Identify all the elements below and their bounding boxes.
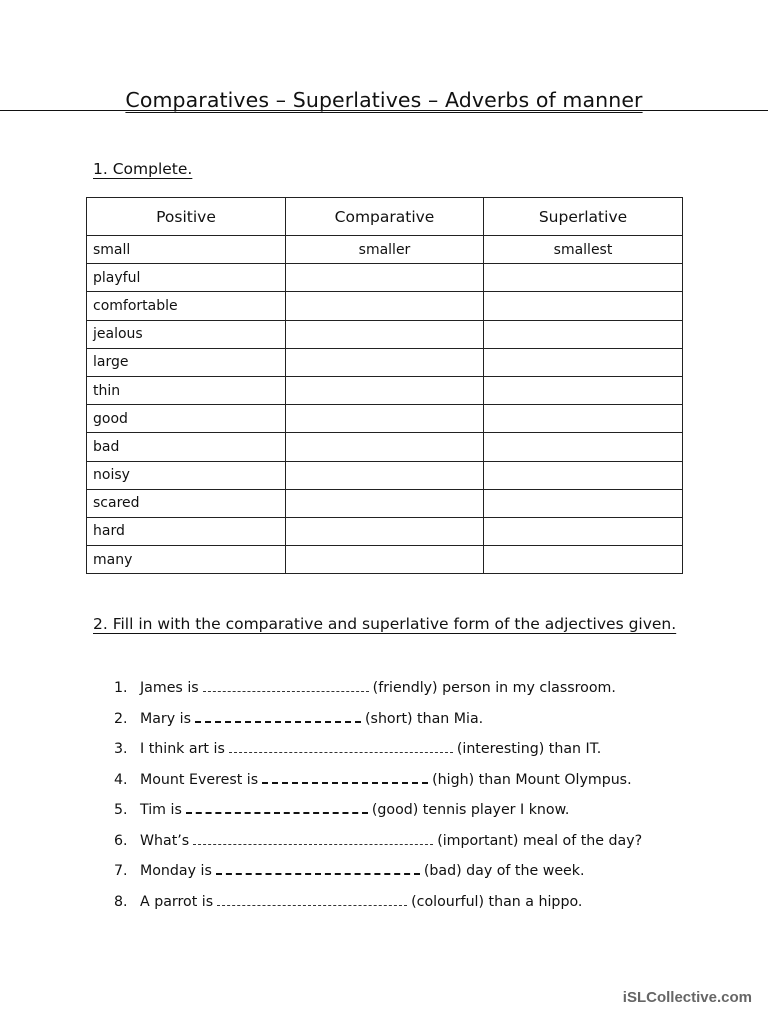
cell-superlative[interactable] <box>484 348 683 376</box>
exercise-item <box>114 830 642 861</box>
section1-heading: 1. Complete. <box>93 160 193 178</box>
cell-comparative[interactable] <box>286 433 484 461</box>
item-prompt: Mount Everest is <box>140 771 259 788</box>
cell-superlative[interactable] <box>484 320 683 348</box>
item-number: 1. <box>114 680 128 696</box>
cell-superlative[interactable] <box>484 546 683 574</box>
table-header-row <box>87 198 683 236</box>
cell-positive: hard <box>87 517 286 545</box>
item-number: 5. <box>114 802 128 818</box>
item-hint: (interesting) than IT. <box>456 741 602 757</box>
cell-comparative[interactable] <box>286 320 484 348</box>
table-row <box>87 546 683 574</box>
item-prompt: Mary is <box>140 710 192 727</box>
answer-blank[interactable] <box>216 872 420 875</box>
answer-blank[interactable] <box>186 811 368 814</box>
table-row <box>87 348 683 376</box>
table-row <box>87 292 683 320</box>
cell-comparative[interactable]: smaller <box>286 236 484 264</box>
item-hint: (high) than Mount Olympus. <box>432 771 632 788</box>
item-hint: (colourful) than a hippo. <box>411 893 583 910</box>
answer-blank[interactable] <box>217 904 407 906</box>
table-row <box>87 433 683 461</box>
section2-heading-text: 2. Fill in with the comparative and superlative form of the adjectives given. <box>93 615 677 633</box>
watermark: iSLCollective.com <box>622 989 752 1006</box>
item-prompt: Tim is <box>140 802 182 818</box>
cell-superlative[interactable] <box>484 292 683 320</box>
item-hint: (bad) day of the week. <box>423 863 585 879</box>
column-header-comparative: Comparative <box>286 198 484 236</box>
exercise-item <box>114 738 642 769</box>
exercise-item <box>114 769 642 800</box>
cell-positive: many <box>87 546 286 574</box>
table-row <box>87 236 683 264</box>
cell-comparative[interactable] <box>286 517 484 545</box>
cell-superlative[interactable] <box>484 517 683 545</box>
item-prompt: A parrot is <box>140 893 214 910</box>
forms-table <box>86 197 683 574</box>
cell-superlative[interactable] <box>484 461 683 489</box>
item-number: 2. <box>114 710 128 727</box>
item-hint: (short) than Mia. <box>365 710 484 727</box>
exercise-item <box>114 799 642 830</box>
cell-positive: noisy <box>87 461 286 489</box>
cell-comparative[interactable] <box>286 489 484 517</box>
cell-positive: thin <box>87 376 286 404</box>
cell-superlative[interactable]: smallest <box>484 236 683 264</box>
item-hint: (important) meal of the day? <box>437 832 643 849</box>
answer-blank[interactable] <box>193 843 433 845</box>
exercise-item <box>114 860 642 891</box>
item-prompt: Monday is <box>140 863 212 879</box>
answer-blank[interactable] <box>262 781 428 784</box>
cell-comparative[interactable] <box>286 461 484 489</box>
table-row <box>87 405 683 433</box>
cell-positive: comfortable <box>87 292 286 320</box>
item-hint: (good) tennis player I know. <box>371 802 570 818</box>
cell-comparative[interactable] <box>286 376 484 404</box>
table-row <box>87 264 683 292</box>
table-row <box>87 489 683 517</box>
column-header-superlative: Superlative <box>484 198 683 236</box>
item-prompt: I think art is <box>140 741 225 757</box>
exercise-list <box>114 677 642 921</box>
cell-comparative[interactable] <box>286 264 484 292</box>
cell-superlative[interactable] <box>484 433 683 461</box>
title-text: Comparatives – Superlatives – Adverbs of manner <box>0 88 768 112</box>
item-number: 8. <box>114 893 128 910</box>
answer-blank[interactable] <box>203 690 369 692</box>
cell-positive: scared <box>87 489 286 517</box>
answer-blank[interactable] <box>195 720 361 723</box>
cell-superlative[interactable] <box>484 489 683 517</box>
item-number: 3. <box>114 741 128 757</box>
column-header-positive: Positive <box>87 198 286 236</box>
item-hint: (friendly) person in my classroom. <box>372 680 616 696</box>
section2-heading <box>93 610 693 638</box>
cell-superlative[interactable] <box>484 405 683 433</box>
exercise-item <box>114 708 642 739</box>
cell-comparative[interactable] <box>286 348 484 376</box>
cell-positive: playful <box>87 264 286 292</box>
table-row <box>87 376 683 404</box>
cell-positive: large <box>87 348 286 376</box>
exercise-item <box>114 891 642 922</box>
cell-comparative[interactable] <box>286 292 484 320</box>
item-number: 7. <box>114 863 128 879</box>
cell-comparative[interactable] <box>286 405 484 433</box>
worksheet-title <box>0 88 768 111</box>
cell-positive: bad <box>87 433 286 461</box>
cell-positive: good <box>87 405 286 433</box>
table-row <box>87 461 683 489</box>
item-number: 6. <box>114 832 128 849</box>
item-prompt: What’s <box>140 832 190 849</box>
cell-comparative[interactable] <box>286 546 484 574</box>
table-row <box>87 320 683 348</box>
answer-blank[interactable] <box>229 751 453 753</box>
cell-positive: small <box>87 236 286 264</box>
cell-superlative[interactable] <box>484 264 683 292</box>
item-prompt: James is <box>140 680 199 696</box>
item-number: 4. <box>114 771 128 788</box>
exercise-item <box>114 677 642 708</box>
table-row <box>87 517 683 545</box>
cell-positive: jealous <box>87 320 286 348</box>
cell-superlative[interactable] <box>484 376 683 404</box>
